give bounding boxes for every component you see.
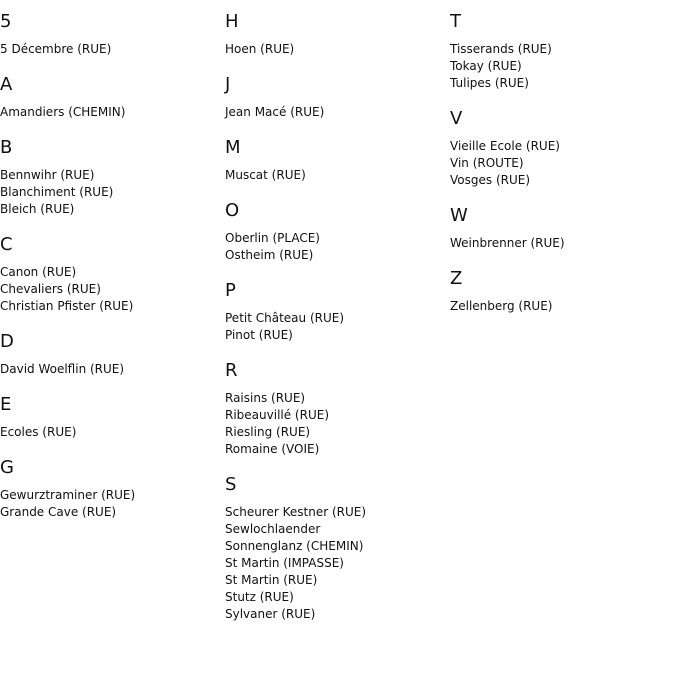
- street-link[interactable]: Chevaliers (RUE): [0, 282, 101, 296]
- street-list: [0, 424, 220, 441]
- street-link[interactable]: Riesling (RUE): [225, 425, 311, 439]
- letter-heading: 5: [0, 11, 12, 32]
- street-list: [450, 138, 670, 189]
- letter-heading: B: [0, 137, 13, 158]
- letter-group: [450, 205, 670, 252]
- street-link[interactable]: St Martin (RUE): [225, 573, 318, 587]
- letter-group: [225, 74, 445, 121]
- letter-group: [0, 137, 220, 218]
- street-link[interactable]: Gewurztraminer (RUE): [0, 488, 136, 502]
- letter-heading: P: [225, 280, 236, 301]
- street-link[interactable]: Tulipes (RUE): [450, 76, 529, 90]
- letter-heading: Z: [450, 268, 463, 289]
- street-link[interactable]: Zellenberg (RUE): [450, 299, 553, 313]
- street-link[interactable]: Tisserands (RUE): [450, 42, 552, 56]
- letter-group: [0, 11, 220, 58]
- street-link[interactable]: Muscat (RUE): [225, 168, 306, 182]
- letter-heading: W: [450, 205, 468, 226]
- street-list: [225, 104, 445, 121]
- street-link[interactable]: Christian Pfister (RUE): [0, 299, 134, 313]
- street-link[interactable]: Pinot (RUE): [225, 328, 293, 342]
- street-list: [225, 167, 445, 184]
- letter-heading: C: [0, 234, 13, 255]
- street-link[interactable]: Petit Château (RUE): [225, 311, 345, 325]
- letter-group: [225, 11, 445, 58]
- street-link[interactable]: Ribeauvillé (RUE): [225, 408, 329, 422]
- street-link[interactable]: Hoen (RUE): [225, 42, 295, 56]
- street-link[interactable]: Romaine (VOIE): [225, 442, 320, 456]
- street-list: [450, 41, 670, 92]
- street-link[interactable]: David Woelflin (RUE): [0, 362, 125, 376]
- letter-heading: D: [0, 331, 14, 352]
- street-link[interactable]: Stutz (RUE): [225, 590, 294, 604]
- letter-heading: V: [450, 108, 463, 129]
- street-link[interactable]: 5 Décembre (RUE): [0, 42, 112, 56]
- street-link[interactable]: Canon (RUE): [0, 265, 77, 279]
- letter-group: [225, 474, 445, 623]
- street-link[interactable]: St Martin (IMPASSE): [225, 556, 344, 570]
- street-link[interactable]: Scheurer Kestner (RUE): [225, 505, 367, 519]
- street-link[interactable]: Weinbrenner (RUE): [450, 236, 565, 250]
- index-column-3: [450, 0, 670, 331]
- street-list: [225, 310, 445, 344]
- street-link[interactable]: Jean Macé (RUE): [225, 105, 325, 119]
- street-list: [450, 235, 670, 252]
- letter-heading: E: [0, 394, 12, 415]
- street-link[interactable]: Grande Cave (RUE): [0, 505, 117, 519]
- letter-group: [450, 11, 670, 92]
- street-link[interactable]: Sonnenglanz (CHEMIN): [225, 539, 364, 553]
- letter-heading: S: [225, 474, 237, 495]
- letter-group: [0, 457, 220, 521]
- street-link[interactable]: Sylvaner (RUE): [225, 607, 316, 621]
- letter-group: [0, 74, 220, 121]
- letter-heading: H: [225, 11, 239, 32]
- street-list: [0, 487, 220, 521]
- letter-group: [225, 280, 445, 344]
- street-link[interactable]: Tokay (RUE): [450, 59, 522, 73]
- letter-group: [0, 331, 220, 378]
- street-link[interactable]: Ecoles (RUE): [0, 425, 77, 439]
- street-link[interactable]: Bennwihr (RUE): [0, 168, 95, 182]
- letter-heading: O: [225, 200, 240, 221]
- letter-group: [225, 137, 445, 184]
- street-link[interactable]: Amandiers (CHEMIN): [0, 105, 126, 119]
- letter-group: [0, 394, 220, 441]
- street-link[interactable]: Raisins (RUE): [225, 391, 306, 405]
- street-list: [0, 264, 220, 315]
- letter-heading: T: [450, 11, 461, 32]
- street-link[interactable]: Vin (ROUTE): [450, 156, 524, 170]
- letter-heading: J: [225, 74, 231, 95]
- letter-group: [450, 268, 670, 315]
- street-link[interactable]: Bleich (RUE): [0, 202, 75, 216]
- letter-group: [450, 108, 670, 189]
- street-list: [0, 167, 220, 218]
- street-list: [450, 298, 670, 315]
- street-link[interactable]: Vieille Ecole (RUE): [450, 139, 560, 153]
- street-link[interactable]: Vosges (RUE): [450, 173, 531, 187]
- street-list: [225, 390, 445, 458]
- letter-heading: R: [225, 360, 238, 381]
- letter-group: [0, 234, 220, 315]
- street-link[interactable]: Sewlochlaender: [225, 522, 321, 536]
- street-list: [225, 230, 445, 264]
- index-column-2: [225, 0, 445, 639]
- street-list: [225, 41, 445, 58]
- street-link[interactable]: Ostheim (RUE): [225, 248, 314, 262]
- street-list: [0, 361, 220, 378]
- letter-heading: M: [225, 137, 241, 158]
- street-list: [225, 504, 445, 623]
- letter-heading: A: [0, 74, 13, 95]
- index-column-1: [0, 0, 220, 537]
- letter-heading: G: [0, 457, 14, 478]
- letter-group: [225, 360, 445, 458]
- street-link[interactable]: Oberlin (PLACE): [225, 231, 320, 245]
- letter-group: [225, 200, 445, 264]
- street-link[interactable]: Blanchiment (RUE): [0, 185, 114, 199]
- street-list: [0, 104, 220, 121]
- street-list: [0, 41, 220, 58]
